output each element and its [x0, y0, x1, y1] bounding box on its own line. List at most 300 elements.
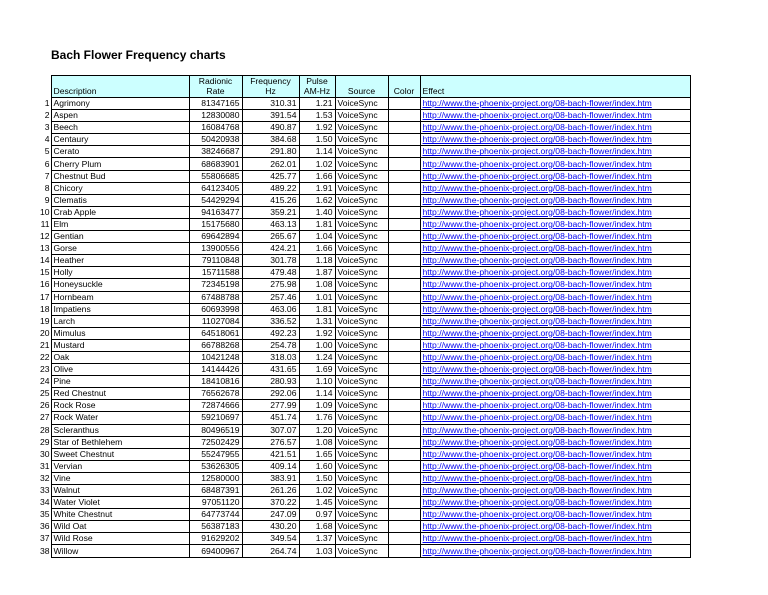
effect-link[interactable]: http://www.the-phoenix-project.org/08-bach-flower/index.htm [420, 533, 690, 545]
effect-link[interactable]: http://www.the-phoenix-project.org/08-bach-flower/index.htm [420, 497, 690, 509]
color-cell [388, 424, 420, 436]
row-number: 36 [39, 521, 50, 532]
description-cell: Honeysuckle [51, 279, 189, 291]
description-cell: Centaury [51, 134, 189, 146]
radionic-rate-cell: 54429294 [189, 194, 242, 206]
source-cell: VoiceSync [335, 412, 388, 424]
pulse-cell: 1.37 [299, 533, 335, 545]
radionic-rate-cell: 76562678 [189, 388, 242, 400]
pulse-cell: 1.50 [299, 134, 335, 146]
effect-link[interactable]: http://www.the-phoenix-project.org/08-bach-flower/index.htm [420, 351, 690, 363]
effect-link[interactable]: http://www.the-phoenix-project.org/08-bach-flower/index.htm [420, 231, 690, 243]
radionic-rate-cell: 79110848 [189, 255, 242, 267]
source-cell: VoiceSync [335, 194, 388, 206]
color-cell [388, 206, 420, 218]
source-cell: VoiceSync [335, 376, 388, 388]
pulse-cell: 0.97 [299, 509, 335, 521]
source-cell: VoiceSync [335, 267, 388, 279]
frequency-cell: 479.48 [242, 267, 299, 279]
frequency-cell: 280.93 [242, 376, 299, 388]
effect-link[interactable]: http://www.the-phoenix-project.org/08-bach-flower/index.htm [420, 303, 690, 315]
color-cell [388, 545, 420, 557]
description-cell: Willow [51, 545, 189, 557]
effect-link[interactable]: http://www.the-phoenix-project.org/08-bach-flower/index.htm [420, 194, 690, 206]
source-cell: VoiceSync [335, 231, 388, 243]
effect-link[interactable]: http://www.the-phoenix-project.org/08-bach-flower/index.htm [420, 460, 690, 472]
pulse-cell: 1.91 [299, 182, 335, 194]
frequency-cell: 430.20 [242, 521, 299, 533]
row-number: 7 [44, 170, 50, 181]
effect-link[interactable]: http://www.the-phoenix-project.org/08-bach-flower/index.htm [420, 170, 690, 182]
row-number: 2 [44, 110, 50, 121]
source-cell: VoiceSync [335, 98, 388, 110]
source-cell: VoiceSync [335, 122, 388, 134]
pulse-cell: 1.40 [299, 206, 335, 218]
radionic-rate-cell: 11027084 [189, 315, 242, 327]
pulse-cell: 1.60 [299, 460, 335, 472]
effect-link[interactable]: http://www.the-phoenix-project.org/08-bach-flower/index.htm [420, 315, 690, 327]
radionic-rate-cell: 81347165 [189, 98, 242, 110]
description-cell: Scleranthus [51, 424, 189, 436]
color-cell [388, 388, 420, 400]
radionic-rate-cell: 59210697 [189, 412, 242, 424]
row-number-header [36, 76, 51, 98]
description-cell: Agrimony [51, 98, 189, 110]
table-row [36, 339, 690, 351]
color-cell [388, 412, 420, 424]
radionic-rate-cell: 12580000 [189, 472, 242, 484]
description-cell: Red Chestnut [51, 388, 189, 400]
effect-link[interactable]: http://www.the-phoenix-project.org/08-bach-flower/index.htm [420, 146, 690, 158]
radionic-rate-cell: 55806685 [189, 170, 242, 182]
pulse-cell: 1.45 [299, 497, 335, 509]
description-cell: Chestnut Bud [51, 170, 189, 182]
pulse-cell: 1.02 [299, 485, 335, 497]
effect-link[interactable]: http://www.the-phoenix-project.org/08-bach-flower/index.htm [420, 412, 690, 424]
radionic-rate-cell: 94163477 [189, 206, 242, 218]
row-number: 9 [44, 194, 50, 205]
radionic-rate-cell: 56387183 [189, 521, 242, 533]
frequency-cell: 463.13 [242, 218, 299, 230]
frequency-cell: 292.06 [242, 388, 299, 400]
color-cell [388, 194, 420, 206]
color-cell [388, 339, 420, 351]
table-row [36, 122, 690, 134]
description-cell: Vine [51, 472, 189, 484]
table-row [36, 194, 690, 206]
source-cell: VoiceSync [335, 134, 388, 146]
effect-link[interactable]: http://www.the-phoenix-project.org/08-bach-flower/index.htm [420, 388, 690, 400]
row-number: 33 [39, 485, 50, 496]
pulse-cell: 1.87 [299, 267, 335, 279]
table-row [36, 351, 690, 363]
color-cell [388, 376, 420, 388]
description-cell: Cherry Plum [51, 158, 189, 170]
row-number: 35 [39, 509, 50, 520]
pulse-cell: 1.53 [299, 110, 335, 122]
source-cell: VoiceSync [335, 448, 388, 460]
table-row [36, 255, 690, 267]
pulse-cell: 1.62 [299, 194, 335, 206]
color-cell [388, 315, 420, 327]
description-cell: Crab Apple [51, 206, 189, 218]
source-cell: VoiceSync [335, 388, 388, 400]
description-cell: Mustard [51, 339, 189, 351]
row-number: 8 [44, 182, 50, 193]
radionic-rate-cell: 64773744 [189, 509, 242, 521]
radionic-rate-cell: 53626305 [189, 460, 242, 472]
description-cell: Impatiens [51, 303, 189, 315]
description-cell: Olive [51, 364, 189, 376]
table-row [36, 134, 690, 146]
description-cell: Holly [51, 267, 189, 279]
effect-link[interactable]: http://www.the-phoenix-project.org/08-bach-flower/index.htm [420, 521, 690, 533]
pulse-header-line1: Pulse [306, 76, 328, 86]
table-row [36, 158, 690, 170]
table-row [36, 545, 690, 557]
frequency-header-line1: Frequency [250, 76, 291, 86]
description-cell: Mimulus [51, 327, 189, 339]
pulse-cell: 1.65 [299, 448, 335, 460]
pulse-header-line2: AM-Hz [303, 86, 331, 96]
pulse-cell: 1.66 [299, 243, 335, 255]
pulse-cell: 1.08 [299, 436, 335, 448]
table-row [36, 424, 690, 436]
frequency-table [36, 75, 691, 558]
source-cell: VoiceSync [335, 315, 388, 327]
color-cell [388, 460, 420, 472]
radionic-rate-cell: 10421248 [189, 351, 242, 363]
table-row [36, 267, 690, 279]
table-body [36, 98, 690, 558]
frequency-cell: 310.31 [242, 98, 299, 110]
effect-link[interactable]: http://www.the-phoenix-project.org/08-bach-flower/index.htm [420, 472, 690, 484]
pulse-cell: 1.00 [299, 339, 335, 351]
pulse-cell: 1.04 [299, 231, 335, 243]
description-cell: Hornbeam [51, 291, 189, 303]
description-cell: Elm [51, 218, 189, 230]
source-cell: VoiceSync [335, 110, 388, 122]
row-number: 24 [39, 376, 50, 387]
color-cell [388, 182, 420, 194]
frequency-header-line2: Hz [265, 86, 276, 96]
table-row [36, 533, 690, 545]
table-row [36, 182, 690, 194]
frequency-cell: 276.57 [242, 436, 299, 448]
row-number: 38 [39, 545, 50, 556]
frequency-cell: 265.67 [242, 231, 299, 243]
source-cell: VoiceSync [335, 279, 388, 291]
radionic-rate-cell: 15175680 [189, 218, 242, 230]
color-cell [388, 351, 420, 363]
row-number: 11 [40, 218, 50, 229]
effect-link[interactable]: http://www.the-phoenix-project.org/08-bach-flower/index.htm [420, 400, 690, 412]
description-cell: White Chestnut [51, 509, 189, 521]
color-cell [388, 267, 420, 279]
pulse-cell: 1.14 [299, 388, 335, 400]
pulse-cell: 1.10 [299, 376, 335, 388]
source-cell: VoiceSync [335, 533, 388, 545]
description-cell: Heather [51, 255, 189, 267]
source-cell: VoiceSync [335, 339, 388, 351]
radionic-rate-cell: 16084768 [189, 122, 242, 134]
row-number: 37 [39, 533, 50, 544]
effect-link[interactable]: http://www.the-phoenix-project.org/08-bach-flower/index.htm [420, 218, 690, 230]
source-cell: VoiceSync [335, 327, 388, 339]
source-cell: VoiceSync [335, 206, 388, 218]
effect-link[interactable]: http://www.the-phoenix-project.org/08-bach-flower/index.htm [420, 255, 690, 267]
row-number: 4 [44, 134, 50, 145]
color-cell [388, 291, 420, 303]
color-header: Color [388, 76, 420, 98]
table-row [36, 472, 690, 484]
description-cell: Star of Bethlehem [51, 436, 189, 448]
radionic-rate-cell: 72345198 [189, 279, 242, 291]
table-row [36, 291, 690, 303]
color-cell [388, 400, 420, 412]
color-cell [388, 110, 420, 122]
radionic-rate-cell: 15711588 [189, 267, 242, 279]
color-cell [388, 146, 420, 158]
radionic-rate-cell: 72502429 [189, 436, 242, 448]
frequency-cell: 318.03 [242, 351, 299, 363]
color-cell [388, 364, 420, 376]
table-row [36, 206, 690, 218]
source-cell: VoiceSync [335, 400, 388, 412]
source-cell: VoiceSync [335, 521, 388, 533]
pulse-cell: 1.81 [299, 218, 335, 230]
row-number: 20 [39, 327, 50, 338]
frequency-cell: 425.77 [242, 170, 299, 182]
effect-link[interactable]: http://www.the-phoenix-project.org/08-bach-flower/index.htm [420, 291, 690, 303]
radionic-rate-cell: 80496519 [189, 424, 242, 436]
frequency-cell: 370.22 [242, 497, 299, 509]
pulse-cell: 1.03 [299, 545, 335, 557]
pulse-cell: 1.81 [299, 303, 335, 315]
radionic-rate-cell: 64518061 [189, 327, 242, 339]
pulse-cell: 1.08 [299, 279, 335, 291]
pulse-cell: 1.01 [299, 291, 335, 303]
row-number: 23 [39, 364, 50, 375]
pulse-header [299, 76, 335, 98]
row-number: 16 [39, 279, 50, 290]
color-cell [388, 158, 420, 170]
row-number: 28 [39, 424, 50, 435]
table-row [36, 218, 690, 230]
frequency-cell: 257.46 [242, 291, 299, 303]
frequency-cell: 424.21 [242, 243, 299, 255]
row-number: 25 [39, 388, 50, 399]
color-cell [388, 303, 420, 315]
radionic-rate-cell: 69400967 [189, 545, 242, 557]
effect-link[interactable]: http://www.the-phoenix-project.org/08-bach-flower/index.htm [420, 182, 690, 194]
table-row [36, 388, 690, 400]
frequency-cell: 409.14 [242, 460, 299, 472]
frequency-cell: 383.91 [242, 472, 299, 484]
frequency-cell: 307.07 [242, 424, 299, 436]
radionic-rate-cell: 68683901 [189, 158, 242, 170]
effect-link[interactable]: http://www.the-phoenix-project.org/08-bach-flower/index.htm [420, 279, 690, 291]
effect-link[interactable]: http://www.the-phoenix-project.org/08-bach-flower/index.htm [420, 158, 690, 170]
table-row [36, 146, 690, 158]
effect-link[interactable]: http://www.the-phoenix-project.org/08-bach-flower/index.htm [420, 327, 690, 339]
description-cell: Walnut [51, 485, 189, 497]
effect-link[interactable]: http://www.the-phoenix-project.org/08-bach-flower/index.htm [420, 122, 690, 134]
radionic-rate-header [189, 76, 242, 98]
radionic-header-line1: Radionic [198, 76, 233, 86]
effect-link[interactable]: http://www.the-phoenix-project.org/08-bach-flower/index.htm [420, 206, 690, 218]
table-row [36, 485, 690, 497]
color-cell [388, 122, 420, 134]
radionic-rate-cell: 69642894 [189, 231, 242, 243]
row-number: 26 [39, 400, 50, 411]
table-row [36, 460, 690, 472]
description-cell: Cerato [51, 146, 189, 158]
effect-link[interactable]: http://www.the-phoenix-project.org/08-bach-flower/index.htm [420, 98, 690, 110]
table-row [36, 327, 690, 339]
radionic-rate-cell: 97051120 [189, 497, 242, 509]
table-row [36, 521, 690, 533]
effect-link[interactable]: http://www.the-phoenix-project.org/08-bach-flower/index.htm [420, 364, 690, 376]
source-cell: VoiceSync [335, 485, 388, 497]
frequency-header [242, 76, 299, 98]
table-row [36, 364, 690, 376]
radionic-rate-cell: 64123405 [189, 182, 242, 194]
effect-link[interactable]: http://www.the-phoenix-project.org/08-bach-flower/index.htm [420, 339, 690, 351]
pulse-cell: 1.76 [299, 412, 335, 424]
description-cell: Gorse [51, 243, 189, 255]
frequency-cell: 349.54 [242, 533, 299, 545]
row-number: 3 [44, 122, 50, 133]
description-cell: Vervian [51, 460, 189, 472]
description-cell: Water Violet [51, 497, 189, 509]
row-number: 31 [39, 460, 50, 471]
row-number: 6 [44, 158, 50, 169]
source-cell: VoiceSync [335, 255, 388, 267]
table-row [36, 279, 690, 291]
page-title: Bach Flower Frequency charts [51, 48, 226, 62]
color-cell [388, 255, 420, 267]
description-cell: Gentian [51, 231, 189, 243]
frequency-cell: 492.23 [242, 327, 299, 339]
effect-header: Effect [420, 76, 690, 98]
source-cell: VoiceSync [335, 545, 388, 557]
source-cell: VoiceSync [335, 218, 388, 230]
effect-link[interactable]: http://www.the-phoenix-project.org/08-bach-flower/index.htm [420, 243, 690, 255]
pulse-cell: 1.31 [299, 315, 335, 327]
source-cell: VoiceSync [335, 436, 388, 448]
row-number: 19 [39, 315, 50, 326]
row-number: 30 [39, 448, 50, 459]
frequency-cell: 415.26 [242, 194, 299, 206]
pulse-cell: 1.21 [299, 98, 335, 110]
pulse-cell: 1.18 [299, 255, 335, 267]
effect-link[interactable]: http://www.the-phoenix-project.org/08-bach-flower/index.htm [420, 376, 690, 388]
source-cell: VoiceSync [335, 351, 388, 363]
color-cell [388, 509, 420, 521]
description-cell: Aspen [51, 110, 189, 122]
frequency-cell: 431.65 [242, 364, 299, 376]
color-cell [388, 170, 420, 182]
row-number: 13 [39, 243, 50, 254]
source-cell: VoiceSync [335, 182, 388, 194]
frequency-cell: 277.99 [242, 400, 299, 412]
description-cell: Rock Water [51, 412, 189, 424]
table-row [36, 315, 690, 327]
color-cell [388, 485, 420, 497]
color-cell [388, 436, 420, 448]
row-number: 10 [39, 206, 50, 217]
description-cell: Wild Rose [51, 533, 189, 545]
effect-link[interactable]: http://www.the-phoenix-project.org/08-bach-flower/index.htm [420, 448, 690, 460]
frequency-cell: 359.21 [242, 206, 299, 218]
frequency-cell: 261.26 [242, 485, 299, 497]
description-cell: Wild Oat [51, 521, 189, 533]
color-cell [388, 521, 420, 533]
effect-link[interactable]: http://www.the-phoenix-project.org/08-bach-flower/index.htm [420, 436, 690, 448]
description-cell: Larch [51, 315, 189, 327]
effect-link[interactable]: http://www.the-phoenix-project.org/08-bach-flower/index.htm [420, 545, 690, 557]
effect-link[interactable]: http://www.the-phoenix-project.org/08-bach-flower/index.htm [420, 134, 690, 146]
color-cell [388, 243, 420, 255]
description-cell: Beech [51, 122, 189, 134]
color-cell [388, 327, 420, 339]
pulse-cell: 1.14 [299, 146, 335, 158]
source-cell: VoiceSync [335, 497, 388, 509]
table-row [36, 400, 690, 412]
frequency-cell: 391.54 [242, 110, 299, 122]
table-row [36, 436, 690, 448]
row-number: 22 [39, 352, 50, 363]
radionic-header-line2: Rate [206, 86, 225, 96]
radionic-rate-cell: 38246687 [189, 146, 242, 158]
radionic-rate-cell: 68487391 [189, 485, 242, 497]
table-row [36, 509, 690, 521]
radionic-rate-cell: 14144426 [189, 364, 242, 376]
row-number: 15 [39, 267, 50, 278]
effect-link[interactable]: http://www.the-phoenix-project.org/08-bach-flower/index.htm [420, 267, 690, 279]
effect-link[interactable]: http://www.the-phoenix-project.org/08-bach-flower/index.htm [420, 110, 690, 122]
radionic-rate-cell: 67488788 [189, 291, 242, 303]
color-cell [388, 497, 420, 509]
radionic-rate-cell: 13900556 [189, 243, 242, 255]
pulse-cell: 1.02 [299, 158, 335, 170]
row-number: 29 [39, 436, 50, 447]
description-cell: Chicory [51, 182, 189, 194]
color-cell [388, 218, 420, 230]
radionic-rate-cell: 18410816 [189, 376, 242, 388]
radionic-rate-cell: 55247955 [189, 448, 242, 460]
table-row [36, 376, 690, 388]
pulse-cell: 1.24 [299, 351, 335, 363]
source-cell: VoiceSync [335, 303, 388, 315]
pulse-cell: 1.50 [299, 472, 335, 484]
effect-link[interactable]: http://www.the-phoenix-project.org/08-bach-flower/index.htm [420, 424, 690, 436]
row-number: 32 [39, 472, 50, 483]
table-row [36, 170, 690, 182]
table-row [36, 497, 690, 509]
pulse-cell: 1.20 [299, 424, 335, 436]
radionic-rate-cell: 12830080 [189, 110, 242, 122]
effect-link[interactable]: http://www.the-phoenix-project.org/08-bach-flower/index.htm [420, 509, 690, 521]
effect-link[interactable]: http://www.the-phoenix-project.org/08-bach-flower/index.htm [420, 485, 690, 497]
source-cell: VoiceSync [335, 364, 388, 376]
color-cell [388, 98, 420, 110]
color-cell [388, 533, 420, 545]
color-cell [388, 134, 420, 146]
table-row [36, 448, 690, 460]
row-number: 27 [39, 412, 50, 423]
